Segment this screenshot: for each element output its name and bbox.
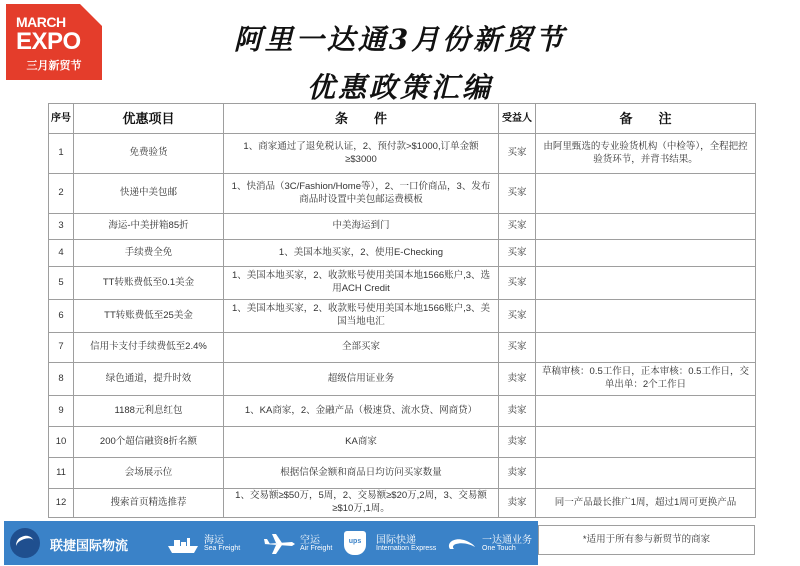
row-no: 8 — [49, 363, 74, 396]
row-note: 由阿里甄选的专业验货机构（中检等），全程把控验货环节，并背书结果。 — [536, 134, 756, 174]
service-express — [338, 529, 448, 559]
row-note — [536, 174, 756, 214]
row-note: 同一产品最长推广1周，超过1周可更换产品 — [536, 489, 756, 518]
row-no: 9 — [49, 396, 74, 427]
row-beneficiary: 卖家 — [499, 396, 536, 427]
row-item: 会场展示位 — [74, 458, 224, 489]
row-note — [536, 240, 756, 267]
row-beneficiary: 卖家 — [499, 363, 536, 396]
company-logo-icon — [10, 528, 40, 558]
row-condition: 1、KA商家，2、金融产品（极速贷、流水贷、网商贷） — [224, 396, 499, 427]
service-express-label: 国际快递 — [376, 535, 416, 546]
row-no: 12 — [49, 489, 74, 518]
row-condition: KA商家 — [224, 427, 499, 458]
row-no: 4 — [49, 240, 74, 267]
row-no: 11 — [49, 458, 74, 489]
header-item: 优惠项目 — [74, 104, 224, 134]
row-note — [536, 396, 756, 427]
table-row — [49, 427, 756, 458]
row-note — [536, 427, 756, 458]
plane-icon — [262, 533, 296, 555]
table-row — [49, 458, 756, 489]
row-condition: 1、美国本地买家，2、收款账号使用美国本地1566账户,3、美国当地电汇 — [224, 300, 499, 333]
table-row — [49, 489, 756, 518]
service-sea-en: Sea Freight — [204, 545, 241, 552]
row-no: 3 — [49, 214, 74, 240]
row-condition: 1、美国本地买家，2、收款账号使用美国本地1566账户,3、选用ACH Credit — [224, 267, 499, 300]
table-row — [49, 240, 756, 267]
badge-line3: 三月新贸节 — [26, 60, 82, 72]
row-note — [536, 333, 756, 363]
page-title: 阿里一达通3月份新贸节 — [233, 23, 567, 56]
service-air-label: 空运 — [300, 535, 320, 546]
row-note — [536, 267, 756, 300]
row-item: 搜索首页精选推荐 — [74, 489, 224, 518]
row-condition: 超级信用证业务 — [224, 363, 499, 396]
row-beneficiary: 买家 — [499, 174, 536, 214]
row-beneficiary: 买家 — [499, 214, 536, 240]
row-condition: 1、商家通过了退免税认证，2、预付款>$1000,订单金额≥$3000 — [224, 134, 499, 174]
row-note — [536, 300, 756, 333]
row-beneficiary: 卖家 — [499, 427, 536, 458]
row-beneficiary: 卖家 — [499, 458, 536, 489]
row-item: 信用卡支付手续费低至2.4% — [74, 333, 224, 363]
row-note: 草稿审核：0.5工作日，正本审核：0.5工作日，交单出单：2个工作日 — [536, 363, 756, 396]
row-condition: 根据信保金额和商品日均访问买家数量 — [224, 458, 499, 489]
badge-line1: MARCH — [16, 14, 66, 30]
header-condition: 条 件 — [224, 104, 499, 134]
page-subtitle: 优惠政策汇编 — [306, 71, 493, 104]
row-condition: 1、交易额≥$50万，5周，2、交易额≥$20万,2周，3、交易额≥$10万,1周。 — [224, 489, 499, 518]
badge-line2: EXPO — [16, 28, 81, 55]
row-note — [536, 458, 756, 489]
row-item: 1188元利息红包 — [74, 396, 224, 427]
table-row — [49, 267, 756, 300]
row-item: 200个超信融资8折名额 — [74, 427, 224, 458]
row-item: 海运-中美拼箱85折 — [74, 214, 224, 240]
row-item: 快递中美包邮 — [74, 174, 224, 214]
service-sea — [166, 529, 256, 559]
table-header-row — [49, 104, 756, 134]
ship-icon — [166, 533, 200, 555]
row-item: TT转账费低至25美金 — [74, 300, 224, 333]
row-item: TT转账费低至0.1美金 — [74, 267, 224, 300]
row-condition: 全部买家 — [224, 333, 499, 363]
row-beneficiary: 买家 — [499, 134, 536, 174]
row-condition: 1、快消品（3C/Fashion/Home等），2、一口价商品，3、发布商品时设置中美包邮运费模板 — [224, 174, 499, 214]
row-no: 10 — [49, 427, 74, 458]
header-beneficiary: 受益人 — [499, 104, 536, 134]
service-onetouch-label: 一达通业务 — [482, 535, 532, 546]
table-row — [49, 134, 756, 174]
company-name: 联捷国际物流 — [50, 538, 129, 553]
row-item: 绿色通道，提升时效 — [74, 363, 224, 396]
table-row — [49, 214, 756, 240]
service-onetouch-en: One Touch — [482, 545, 516, 552]
table-row — [49, 396, 756, 427]
row-condition: 1、美国本地买家，2、使用E-Checking — [224, 240, 499, 267]
table-row — [49, 174, 756, 214]
table-row — [49, 333, 756, 363]
row-beneficiary: 买家 — [499, 333, 536, 363]
header-note: 备 注 — [536, 104, 756, 134]
row-no: 7 — [49, 333, 74, 363]
logistics-banner — [4, 521, 538, 565]
row-beneficiary: 买家 — [499, 240, 536, 267]
service-express-en: Internation Express — [376, 545, 437, 552]
policy-table — [48, 103, 756, 518]
service-air-en: Air Freight — [300, 545, 333, 552]
row-beneficiary: 买家 — [499, 267, 536, 300]
alibaba-icon — [444, 533, 478, 555]
service-sea-label: 海运 — [204, 535, 224, 546]
header-no: 序号 — [49, 104, 74, 134]
row-no: 1 — [49, 134, 74, 174]
row-no: 5 — [49, 267, 74, 300]
ups-icon: ups — [344, 531, 366, 555]
row-no: 6 — [49, 300, 74, 333]
table-row — [49, 363, 756, 396]
row-beneficiary: 卖家 — [499, 489, 536, 518]
service-onetouch — [444, 529, 536, 559]
footnote: *适用于所有参与新贸节的商家 — [538, 525, 755, 555]
row-item: 免费验货 — [74, 134, 224, 174]
row-no: 2 — [49, 174, 74, 214]
table-row — [49, 300, 756, 333]
row-item: 手续费全免 — [74, 240, 224, 267]
row-note — [536, 214, 756, 240]
row-condition: 中美海运到门 — [224, 214, 499, 240]
row-beneficiary: 买家 — [499, 300, 536, 333]
